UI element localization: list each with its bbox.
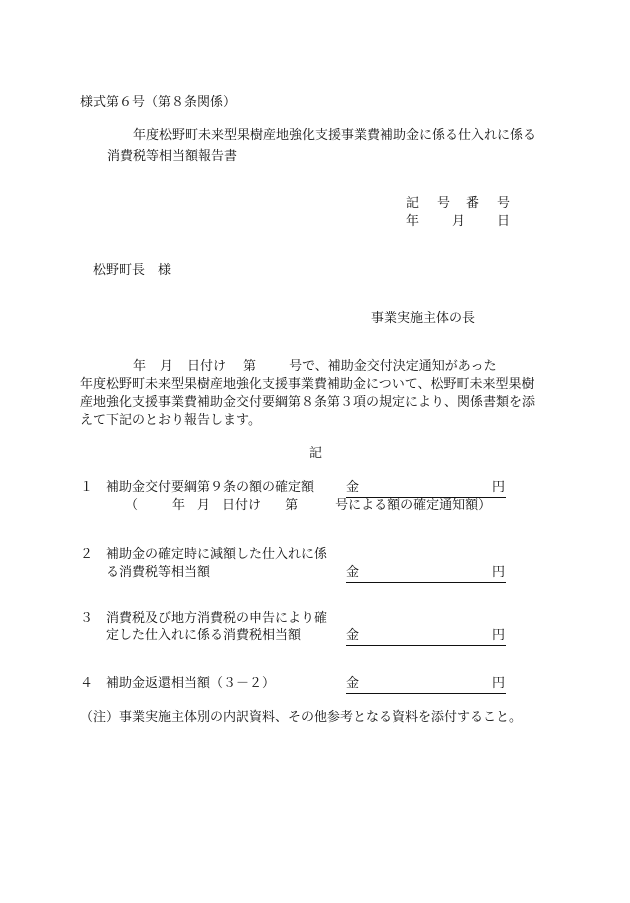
body-line-1: [133, 358, 497, 376]
ki-heading: 記: [309, 446, 323, 461]
item-1-open-paren: （: [125, 498, 139, 513]
item-1-subline: [125, 497, 491, 515]
item-4-en: 円: [491, 676, 505, 691]
item-1-number: １: [80, 480, 94, 495]
item-2-label-line-2: る消費税等相当額: [106, 565, 211, 580]
body-line-4: えて下記のとおり報告します。: [80, 413, 261, 428]
doc-number-ki: 記: [406, 196, 420, 211]
subject-line-1: 年度松野町未来型果樹産地強化支援事業費補助金に係る仕入れに係る: [133, 128, 537, 143]
form-number: 様式第６号（第８条関係）: [80, 95, 237, 110]
footnote: （注）事業実施主体別の内訳資料、その他参考となる資料を添付すること。: [80, 710, 523, 725]
item-1-en: 円: [491, 480, 505, 495]
body-month: 月: [160, 359, 174, 374]
body-line-2: 年度松野町未来型果樹産地強化支援事業費補助金について、松野町未来型果樹: [80, 377, 535, 392]
item-1-label: 補助金交付要綱第９条の額の確定額: [106, 480, 315, 495]
item-1-amount-field: [346, 479, 506, 498]
item-4-label: 補助金返還相当額（３－２）: [106, 676, 276, 691]
doc-number-go: 号: [437, 196, 451, 211]
item-2-amount-field: [346, 564, 506, 583]
item-1-month: 月: [197, 498, 211, 513]
doc-number-ban: 番: [466, 196, 480, 211]
body-year: 年: [133, 359, 147, 374]
item-3-en: 円: [491, 628, 505, 643]
body-day-dated: 日付け: [187, 359, 227, 374]
item-3-label-line-2: 定した仕入れに係る消費税相当額: [106, 628, 302, 643]
date-day: 日: [497, 214, 511, 229]
body-dai: 第: [243, 359, 257, 374]
item-1-year: 年: [172, 498, 186, 513]
addressee: 松野町長 様: [93, 263, 172, 278]
item-4-number: ４: [80, 676, 94, 691]
item-3-number: ３: [80, 611, 94, 626]
item-1-dai: 第: [285, 498, 299, 513]
item-2-en: 円: [491, 565, 505, 580]
item-1-rest: 号による額の確定通知額）: [335, 498, 492, 513]
item-4-kin: 金: [346, 676, 360, 691]
item-2-label-line-1: 補助金の確定時に減額した仕入れに係: [106, 547, 328, 562]
item-3-kin: 金: [346, 628, 360, 643]
item-2-kin: 金: [346, 565, 360, 580]
date-year: 年: [406, 214, 420, 229]
item-3-label-line-1: 消費税及び地方消費税の申告により確: [106, 611, 328, 626]
date-month: 月: [452, 214, 466, 229]
body-line-3: 産地強化支援事業費補助金交付要綱第８条第３項の規定により、関係書類を添: [80, 395, 536, 410]
doc-number-go2: 号: [497, 196, 511, 211]
subject-line-2: 消費税等相当額報告書: [107, 149, 238, 164]
body-after-number: 号で、補助金交付決定通知があった: [289, 359, 497, 374]
item-4-amount-field: [346, 675, 506, 694]
item-1-kin: 金: [346, 480, 360, 495]
item-1-day-dated: 日付け: [222, 498, 262, 513]
sender-title: 事業実施主体の長: [371, 311, 476, 326]
item-3-amount-field: [346, 627, 506, 646]
item-2-number: ２: [80, 547, 94, 562]
